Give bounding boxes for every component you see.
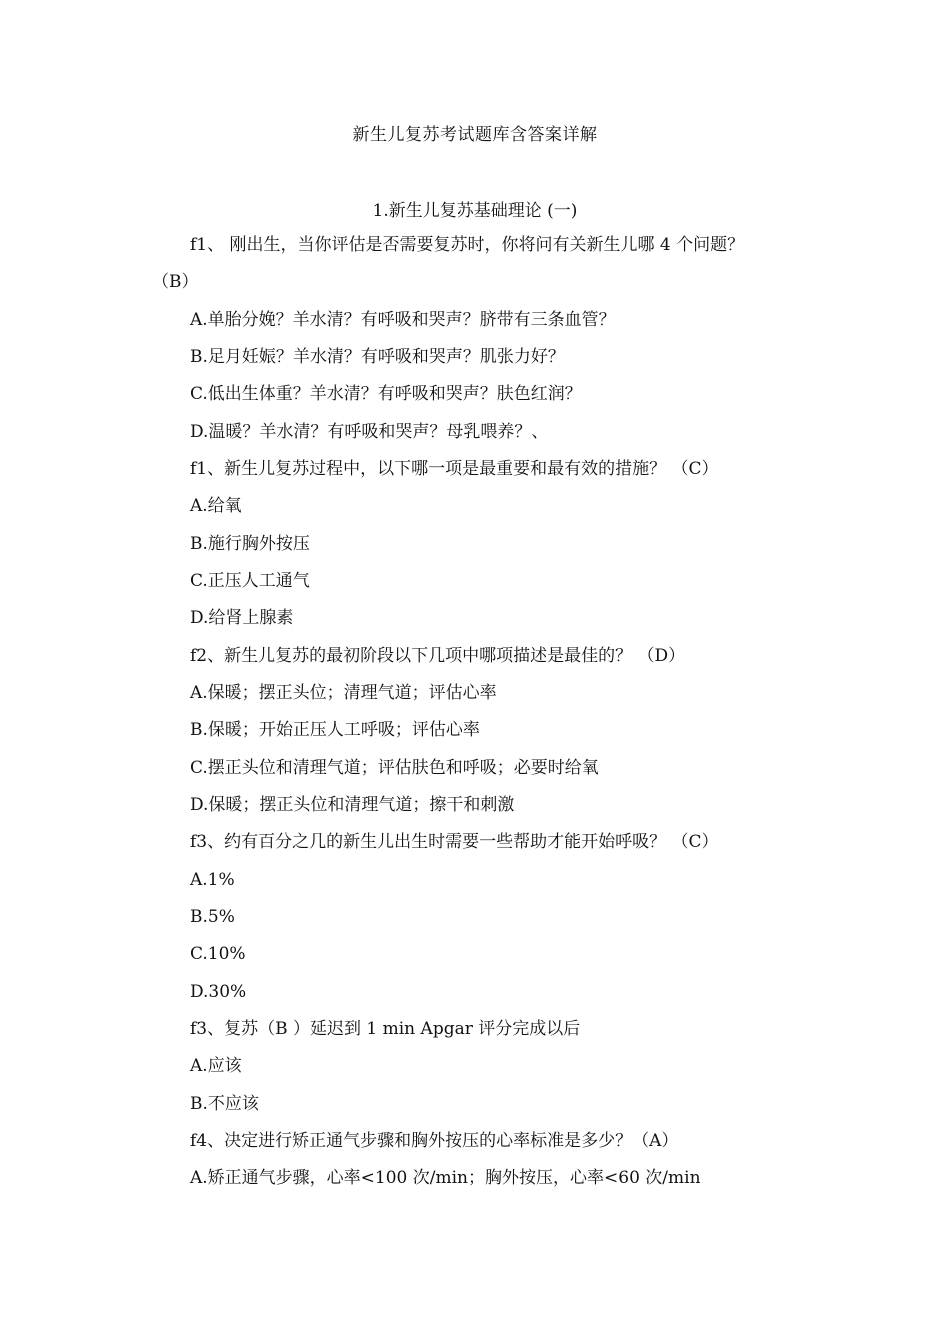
question-stem-2: f1、新生儿复苏过程中，以下哪一项是最重要和最有效的措施？ （C） xyxy=(190,459,719,479)
question-1-option-b: B.足月妊娠？羊水清？有呼吸和哭声？肌张力好？ xyxy=(190,347,565,367)
document-title: 新生儿复苏考试题库含答案详解 xyxy=(352,125,598,145)
question-2-option-a: A.给氧 xyxy=(190,496,242,516)
question-5-option-b: B.不应该 xyxy=(190,1094,259,1114)
question-stem-1: f1、 刚出生，当你评估是否需要复苏时，你将问有关新生儿哪 4 个问题？ xyxy=(190,235,745,255)
question-4-option-b: B.5% xyxy=(190,907,235,927)
section-title: 1.新生儿复苏基础理论 (一) xyxy=(372,201,578,221)
question-5-option-a: A.应该 xyxy=(190,1056,242,1076)
question-1-option-c: C.低出生体重？羊水清？有呼吸和哭声？肤色红润？ xyxy=(190,384,582,404)
question-1-option-d: D.温暖？羊水清？有呼吸和哭声？母乳喂养？、 xyxy=(190,422,549,442)
question-6-option-a: A.矫正通气步骤，心率<100 次/min；胸外按压，心率<60 次/min xyxy=(190,1168,701,1188)
question-4-option-d: D.30% xyxy=(190,982,247,1002)
question-stem-6: f4、决定进行矫正通气步骤和胸外按压的心率标准是多少？（A） xyxy=(190,1131,679,1151)
question-3-option-b: B.保暖；开始正压人工呼吸；评估心率 xyxy=(190,720,480,740)
question-stem-1-continued: （B） xyxy=(152,272,199,292)
question-2-option-c: C.正压人工通气 xyxy=(190,571,310,591)
question-stem-3: f2、新生儿复苏的最初阶段以下几项中哪项描述是最佳的？ （D） xyxy=(190,646,686,666)
question-stem-5: f3、复苏（B ）延迟到 1 min Apgar 评分完成以后 xyxy=(190,1019,581,1039)
question-3-option-d: D.保暖；摆正头位和清理气道；擦干和刺激 xyxy=(190,795,515,815)
question-4-option-c: C.10% xyxy=(190,944,246,964)
question-2-option-b: B.施行胸外按压 xyxy=(190,534,310,554)
question-3-option-c: C.摆正头位和清理气道；评估肤色和呼吸；必要时给氧 xyxy=(190,758,599,778)
question-4-option-a: A.1% xyxy=(190,870,235,890)
question-1-option-a: A.单胎分娩？羊水清？有呼吸和哭声？脐带有三条血管？ xyxy=(190,310,616,330)
question-3-option-a: A.保暖；摆正头位；清理气道；评估心率 xyxy=(190,683,497,703)
question-stem-4: f3、约有百分之几的新生儿出生时需要一些帮助才能开始呼吸？ （C） xyxy=(190,832,719,852)
question-2-option-d: D.给肾上腺素 xyxy=(190,608,294,628)
